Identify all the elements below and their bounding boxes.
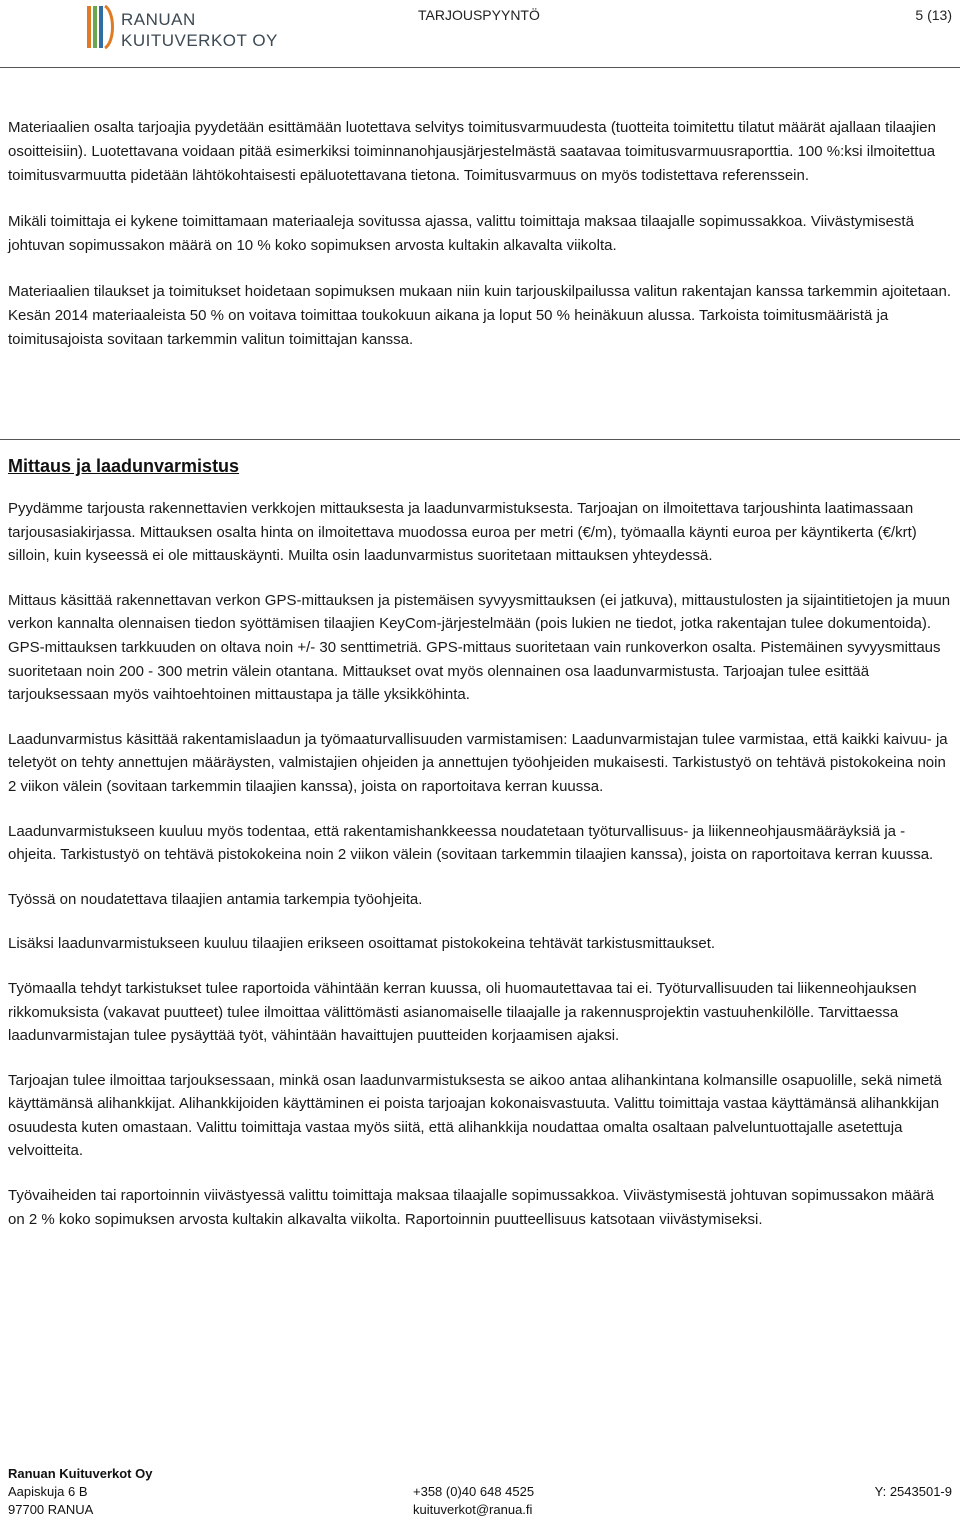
- section-body: [8, 497, 952, 1252]
- company-logo: [85, 2, 278, 52]
- paragraph: Pyydämme tarjousta rakennettavien verkkojen mittauksesta ja laadunvarmistuksesta. Tarjoajan on ilmoitettava tarjoushinta laatimassaan tarjousasiakirjassa. Mittauksen osalta hinta on ilmoitettava muodossa euroa per metri (€/m), työmaalla käynti euroa per käyntikerta (€/krt) silloin, kuin kyseessä ei ole mittauskäynti. Muilta osin laadunvarmistus suoritetaan mittauksen yhteydessä.: [8, 500, 917, 565]
- paragraph: Lisäksi laadunvarmistukseen kuuluu tilaajien erikseen osoittamat pistokokeina tehtävät tarkistusmittaukset.: [8, 935, 716, 953]
- paragraph: Mikäli toimittaja ei kykene toimittamaan materiaaleja sovitussa ajassa, valittu toimittaja maksaa tilaajalle sopimussakkoa. Viivästymisestä johtuvan sopimussakon määrä on 10 % koko sopimuksen arvosta kultakin alkavalta viikolta.: [8, 213, 914, 254]
- paragraph: Materiaalien osalta tarjoajia pyydetään esittämään luotettava selvitys toimitusvarmuudesta (tuotteita toimitettu tilatut määrät ajallaan tilaajien osoitteisiin). Luotettavana voidaan pitää esimerkiksi toiminnanohjausjärjestelmästä saatavaa toimitusvarmuusraporttia. 100 %:ksi ilmoitettua toimitusvarmuutta pidetään lähtökohtaisesti epäluotettavana tietona. Toimitusvarmuus on myös todistettava referenssein.: [8, 119, 936, 184]
- footer-business-id: Y: 2543501-9: [874, 1484, 952, 1499]
- paragraph: Materiaalien tilaukset ja toimitukset hoidetaan sopimuksen mukaan niin kuin tarjouskilpailussa valitun rakentajan kanssa tarkemmin ajoitetaan. Kesän 2014 materiaaleista 50 % on voitava toimittaa toukokuun aikana ja loput 50 % heinäkuun alussa. Tarkoista toimitusmääristä ja toimitusajoista sovitaan tarkemmin valitun toimittajan kanssa.: [8, 283, 952, 348]
- logo-text-line1: RANUAN: [121, 10, 196, 29]
- footer-address-line2: 97700 RANUA: [8, 1502, 94, 1517]
- paragraph: Laadunvarmistus käsittää rakentamislaadun ja työmaaturvallisuuden varmistamisen: Laadunvarmistajan tulee varmistaa, että kaikki kaivuu- ja teletyöt on tehty annettujen määräysten, valmistajien ohjeiden ja annettujen työohjeiden mukaisesti. Tarkistustyö on tehtävä pistokokeina noin 2 viikon välein (sovitaan tarkemmin tilaajien kanssa), joista on raportoitava kerran kuussa.: [8, 730, 948, 795]
- page-number: 5 (13): [915, 7, 952, 23]
- footer-address-line1: Aapiskuja 6 B: [8, 1484, 88, 1499]
- footer-phone: +358 (0)40 648 4525: [413, 1484, 535, 1499]
- section-heading: Mittaus ja laadunvarmistus: [8, 456, 240, 476]
- footer-email[interactable]: kuituverkot@ranua.fi: [413, 1502, 533, 1517]
- footer-company: Ranuan Kuituverkot Oy: [8, 1466, 153, 1481]
- section-divider: [0, 439, 960, 440]
- logo-mark-icon: [85, 2, 117, 52]
- paragraph: Laadunvarmistukseen kuuluu myös todentaa, että rakentamishankkeessa noudatetaan työturvallisuus- ja liikenneohjausmääräyksiä ja -ohjeita. Tarkistustyö on tehtävä pistokokeina noin 2 viikon välein (sovitaan tarkemmin tilaajien kanssa), joista on raportoitava kerran kuussa.: [8, 822, 934, 864]
- paragraph: Työssä on noudatettava tilaajien antamia tarkempia työohjeita.: [8, 890, 423, 908]
- paragraph: Tarjoajan tulee ilmoittaa tarjouksessaan, minkä osan laadunvarmistuksesta se aikoo antaa alihankintana kolmansille osapuolille, sekä nimetä käyttämänsä alihankkijat. Alihankkijoiden käyttäminen ei poista tarjoajan kokonaisvastuuta. Valittu toimittaja vastaa käyttämänsä alihankkijan osuudesta kuten omastaan. Valittu toimittaja vastaa myös siitä, että alihankkija noudattaa omalta osaltaan palveluntuottajalle asetettuja velvoitteita.: [8, 1071, 942, 1160]
- paragraph: Mittaus käsittää rakennettavan verkon GPS-mittauksen ja pistemäisen syvyysmittauksen (ei jatkuva), mittaustulosten ja sijaintitietojen ja muun verkon kannalta olennaisen tiedon syöttämisen tilaajien KeyCom-järjestelmään (pois lukien ne tiedot, jotka rakentajan tulee dokumentoida). GPS-mittauksen tarkkuuden on oltava noin +/- 30 senttimetriä. GPS-mittaus suoritetaan vain runkoverkon osalta. Pistemäinen syvyysmittaus suoritetaan noin 200 - 300 metrin välein otantana. Mittaukset ovat myös olennainen osa laadunvarmistusta. Tarjoajan tulee esittää tarjouksessaan myös vaihtoehtoinen mittaustapa ja tälle yksikköhinta.: [8, 591, 951, 704]
- paragraph: Työvaiheiden tai raportoinnin viivästyessä valittu toimittaja maksaa tilaajalle sopimussakkoa. Viivästymisestä johtuvan sopimussakon määrä on 2 % koko sopimuksen arvosta kultakin alkavalta viikolta. Raportoinnin puutteellisuus katsotaan viivästymiseksi.: [8, 1187, 935, 1228]
- document-title: TARJOUSPYYNTÖ: [418, 7, 540, 23]
- paragraph: Työmaalla tehdyt tarkistukset tulee raportoida vähintään kerran kuussa, oli huomautettavaa tai ei. Työturvallisuuden tai liikenneohjauksen rikkomuksista (vakavat puutteet) tulee ilmoittaa välittömästi asianomaiselle tilaajalle ja rakennusprojektin vastuuhenkilölle. Tarvittaessa laadunvarmistajan tulee pysäyttää työt, vähintään havaittujen puutteiden korjaamisen ajaksi.: [8, 979, 917, 1045]
- page-header: [0, 0, 960, 64]
- logo-text-line2: KUITUVERKOT OY: [121, 31, 278, 50]
- intro-section: [8, 116, 952, 374]
- header-divider: [0, 67, 960, 68]
